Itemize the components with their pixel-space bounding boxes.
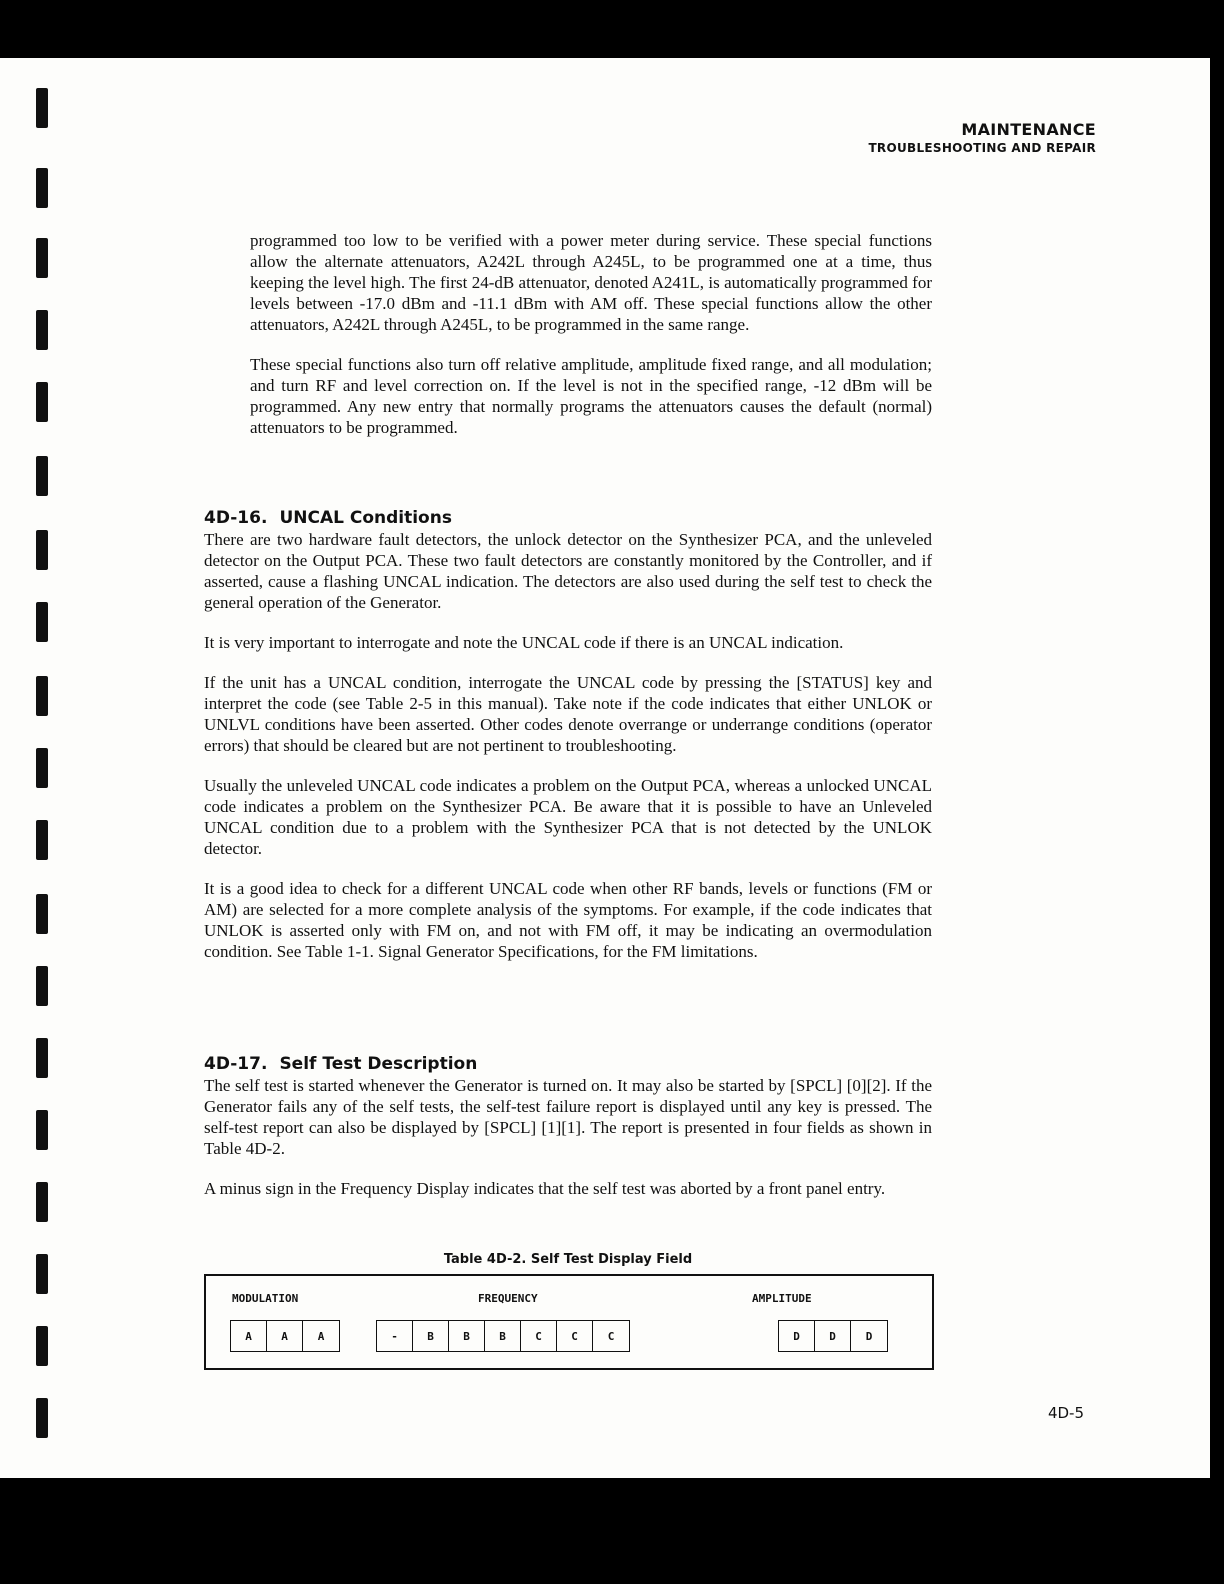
display-cell: A xyxy=(317,1329,325,1343)
binder-hole xyxy=(36,602,48,642)
display-cell: C xyxy=(521,1321,557,1351)
binder-hole xyxy=(36,1038,48,1078)
section-title: UNCAL Conditions xyxy=(279,508,452,528)
display-cell: - xyxy=(377,1321,413,1351)
section-heading xyxy=(204,508,932,529)
section-title: Self Test Description xyxy=(279,1054,478,1074)
binder-hole xyxy=(36,1110,48,1150)
amplitude-label: AMPLITUDE xyxy=(752,1292,812,1305)
intro-block xyxy=(250,230,932,457)
display-cell: D xyxy=(815,1321,851,1351)
section-number: 4D-17. xyxy=(204,1054,268,1074)
paragraph: These special functions also turn off relative amplitude, amplitude fixed range, and all modulation; and turn RF and level correction on. If the level is not in the specified range, -12 dBm will be programmed. Any new entry that normally programs the attenuators causes the default (normal) attenuators to be programmed. xyxy=(250,355,932,437)
binder-hole xyxy=(36,1398,48,1438)
paragraph: It is a good idea to check for a different UNCAL code when other RF bands, levels or functions (FM or AM) are selected for a more complete analysis of the symptoms. For example, if the code indicates that UNLOK is asserted only with FM on, and not with FM off, it may be indicating an overmodulation condition. See Table 1-1. Signal Generator Specifications, for the FM limitations. xyxy=(204,879,932,961)
binder-hole xyxy=(36,966,48,1006)
running-header xyxy=(868,120,1096,155)
binder-hole xyxy=(36,748,48,788)
amplitude-cells xyxy=(778,1320,888,1352)
binder-hole xyxy=(36,894,48,934)
table-title: Table 4D-2. Self Test Display Field xyxy=(443,1252,693,1267)
paragraph: programmed too low to be verified with a power meter during service. These special functions allow the alternate attenuators, A242L through A245L, to be programmed one at a time, thus keeping the level high. The first 24-dB attenuator, denoted A241L, is automatically programmed for levels between -17.0 dBm and -11.1 dBm with AM off. These special functions allow the other attenuators, A242L through A245L, to be programmed in the same range. xyxy=(250,231,932,334)
page-edge xyxy=(1210,58,1224,1478)
display-cell: C xyxy=(607,1329,615,1343)
binder-hole xyxy=(36,676,48,716)
binder-hole xyxy=(36,238,48,278)
paragraph: Usually the unleveled UNCAL code indicates a problem on the Output PCA, whereas a unlocked UNCAL code indicates a problem on the Synthesizer PCA. Be aware that it is possible to have an Unleveled UNCAL condition due to a problem with the Synthesizer PCA that is not detected by the UNLOK detector. xyxy=(204,776,932,858)
header-title: MAINTENANCE xyxy=(961,120,1096,139)
page-number: 4D-5 xyxy=(1047,1404,1084,1422)
paragraph: A minus sign in the Frequency Display indicates that the self test was aborted by a front panel entry. xyxy=(204,1179,886,1198)
display-cell: D xyxy=(779,1321,815,1351)
binder-holes xyxy=(0,58,60,1478)
frequency-cells xyxy=(376,1320,630,1352)
display-cell: A xyxy=(267,1321,303,1351)
document-page xyxy=(0,58,1224,1478)
section-4d-17 xyxy=(204,1054,932,1218)
binder-hole xyxy=(36,88,48,128)
display-cell: B xyxy=(449,1321,485,1351)
binder-hole xyxy=(36,456,48,496)
binder-hole xyxy=(36,1254,48,1294)
paragraph: It is very important to interrogate and note the UNCAL code if there is an UNCAL indication. xyxy=(204,633,844,652)
paragraph: There are two hardware fault detectors, the unlock detector on the Synthesizer PCA, and the unleveled detector on the Output PCA. These two fault detectors are constantly monitored by the Controller, and if asserted, cause a flashing UNCAL indication. The detectors are also used during the self test to check the general operation of the Generator. xyxy=(204,530,932,612)
display-cell: B xyxy=(485,1321,521,1351)
binder-hole xyxy=(36,382,48,422)
section-number: 4D-16. xyxy=(204,508,268,528)
binder-hole xyxy=(36,1326,48,1366)
modulation-cells xyxy=(230,1320,340,1352)
section-4d-16 xyxy=(204,508,932,981)
display-cell: C xyxy=(557,1321,593,1351)
binder-hole xyxy=(36,820,48,860)
paragraph: The self test is started whenever the Generator is turned on. It may also be started by [SPCL] [0][2]. If the Generator fails any of the self tests, the self-test failure report is displayed until any key is pressed. The self-test report can also be displayed by [SPCL] [1][1]. The report is presented in four fields as shown in Table 4D-2. xyxy=(204,1076,932,1158)
paragraph: If the unit has a UNCAL condition, interrogate the UNCAL code by pressing the [STATUS] key and interpret the code (see Table 2-5 in this manual). Take note if the code indicates that either UNLOK or UNLVL conditions have been asserted. Other codes denote overrange or underrange conditions (operator errors) that should be cleared but are not pertinent to troubleshooting. xyxy=(204,673,932,755)
binder-hole xyxy=(36,530,48,570)
display-cell: A xyxy=(231,1321,267,1351)
section-heading xyxy=(204,1054,932,1075)
header-subtitle: TROUBLESHOOTING AND REPAIR xyxy=(868,141,1096,155)
binder-hole xyxy=(36,168,48,208)
display-cell: B xyxy=(413,1321,449,1351)
self-test-display-field xyxy=(204,1274,934,1370)
binder-hole xyxy=(36,1182,48,1222)
binder-hole xyxy=(36,310,48,350)
modulation-label: MODULATION xyxy=(232,1292,299,1305)
frequency-label: FREQUENCY xyxy=(478,1292,538,1305)
display-cell: D xyxy=(865,1329,873,1343)
